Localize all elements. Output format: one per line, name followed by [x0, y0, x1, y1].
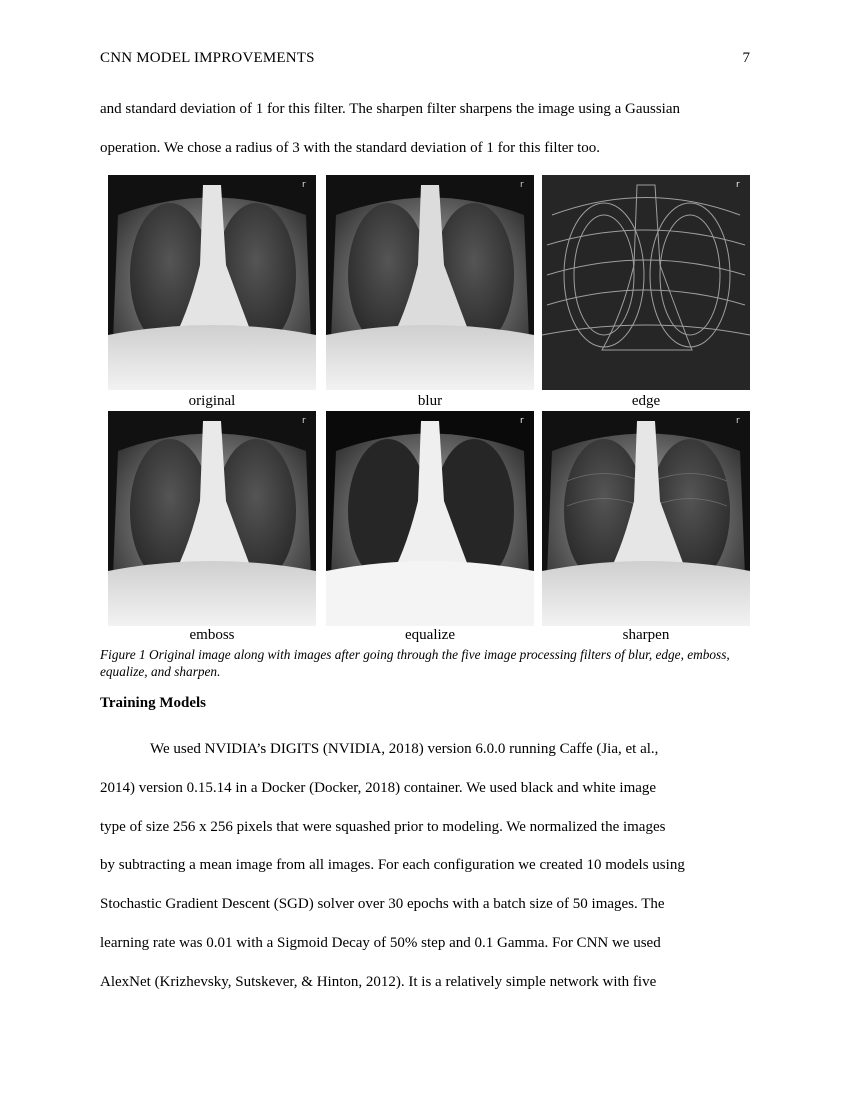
panel-label-blur: blur — [417, 393, 443, 409]
text-line: by subtracting a mean image from all images. For each configuration we created 10 models using — [100, 857, 685, 874]
section-heading: Training Models — [100, 695, 206, 711]
text-line: type of size 256 x 256 pixels that were squashed prior to modeling. We normalized the images — [100, 818, 666, 835]
svg-text:r: r — [520, 416, 524, 426]
text-line: learning rate was 0.01 with a Sigmoid Decay of 50% step and 0.1 Gamma. For CNN we used — [100, 934, 661, 951]
text-line: AlexNet (Krizhevsky, Sutskever, & Hinton, 2012). It is a relatively simple network with five — [100, 973, 657, 990]
xray-image-equalize — [326, 411, 534, 626]
intro-paragraph — [100, 90, 752, 168]
panel-label-sharpen: sharpen — [622, 627, 670, 643]
panel-label-equalize: equalize — [405, 627, 455, 643]
running-header — [100, 50, 750, 70]
text-line: operation. We chose a radius of 3 with the standard deviation of 1 for this filter too. — [100, 139, 601, 156]
xray-image-edge — [542, 175, 750, 390]
panel-label-edge: edge — [631, 393, 661, 409]
xray-image-original — [108, 175, 316, 390]
figure-caption: Figure 1 Original image along with images after going through the five image processing filters of blur, edge, emboss, equalize, and sharpen. — [100, 647, 730, 679]
svg-text:r: r — [520, 180, 524, 190]
svg-text:r: r — [736, 416, 740, 426]
text-line: Stochastic Gradient Descent (SGD) solver over 30 epochs with a batch size of 50 images. The — [100, 896, 665, 913]
body-paragraph — [100, 730, 752, 1002]
xray-image-emboss — [108, 411, 316, 626]
svg-text:r: r — [302, 180, 306, 190]
xray-image-blur — [326, 175, 534, 390]
panel-label-original: original — [188, 393, 236, 409]
running-title: CNN MODEL IMPROVEMENTS — [100, 50, 315, 66]
xray-image-sharpen — [542, 411, 750, 626]
text-line: and standard deviation of 1 for this filter. The sharpen filter sharpens the image using a Gaussian — [100, 101, 680, 117]
svg-text:r: r — [302, 416, 306, 426]
svg-text:r: r — [736, 180, 740, 190]
page-number: 7 — [742, 50, 750, 66]
text-line: We used NVIDIA’s DIGITS (NVIDIA, 2018) version 6.0.0 running Caffe (Jia, et al., — [150, 741, 659, 757]
text-line: 2014) version 0.15.14 in a Docker (Docker, 2018) container. We used black and white image — [100, 779, 657, 796]
panel-label-emboss: emboss — [189, 627, 235, 643]
